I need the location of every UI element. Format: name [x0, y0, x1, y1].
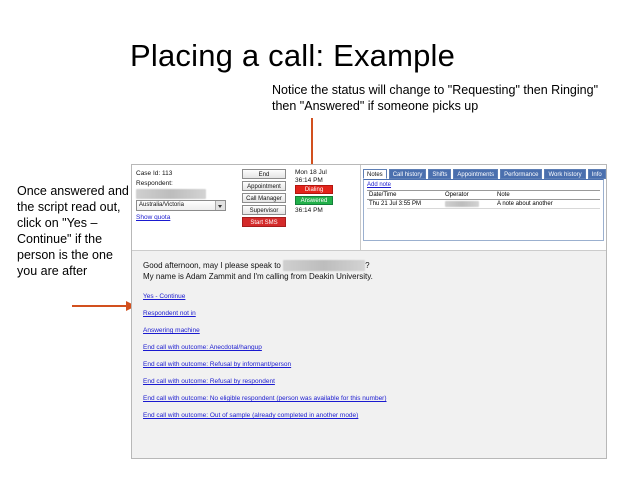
tab-performance[interactable]: Performance [500, 169, 542, 179]
case-id-label: Case Id: 113 [136, 170, 173, 177]
action-button-column [242, 169, 290, 229]
annotation-status-note: Notice the status will change to "Requesting" then Ringing" then "Answered" if someone picks up [272, 83, 599, 113]
app-toolbar-area [132, 165, 606, 251]
show-quota-link[interactable]: Show quota [136, 214, 171, 221]
call-status-column [295, 169, 355, 215]
script-line-1-suffix: ? [365, 261, 370, 270]
outcome-answering-machine[interactable]: Answering machine [143, 327, 200, 334]
column-note: Note [495, 191, 600, 200]
annotation-continue-note: Once answered and the script read out, click on "Yes – Continue" if the person is the one you are after [17, 184, 129, 278]
script-area [132, 251, 606, 458]
appointment-button[interactable]: Appointment [242, 181, 286, 191]
start-sms-button[interactable]: Start SMS [242, 217, 286, 227]
script-line-1 [143, 260, 595, 271]
tab-bar [363, 168, 604, 179]
tab-appointments[interactable]: Appointments [453, 169, 498, 179]
add-note-link[interactable]: Add note [367, 182, 392, 188]
tab-info[interactable]: Info [588, 169, 606, 179]
page-title: Placing a call: Example [130, 38, 456, 73]
notes-table [367, 190, 600, 209]
status-badge-answered: Answered [295, 196, 333, 205]
outcome-out-of-sample[interactable]: End call with outcome: Out of sample (already completed in another mode) [143, 412, 359, 419]
respondent-value [136, 189, 236, 199]
cell-note: A note about another [495, 200, 600, 209]
embedded-app-screenshot [131, 164, 607, 459]
cell-operator [443, 200, 495, 209]
tab-call-history[interactable]: Call history [389, 169, 427, 179]
supervisor-button[interactable]: Supervisor [242, 205, 286, 215]
table-header-row [367, 191, 600, 200]
column-operator: Operator [443, 191, 495, 200]
status-time-second: 36:14 PM [295, 207, 323, 214]
arrow-right-icon [72, 300, 136, 312]
status-badge-dialing: Dialing [295, 185, 333, 194]
outcome-respondent-not-in[interactable]: Respondent not in [143, 310, 196, 317]
respondent-label: Respondent: [136, 180, 173, 187]
status-time-first: 36:14 PM [295, 177, 323, 184]
panel-divider [360, 165, 361, 250]
table-row[interactable] [367, 200, 600, 209]
end-button[interactable]: End [242, 169, 286, 179]
outcome-yes-continue[interactable]: Yes - Continue [143, 293, 186, 300]
tabbed-panel [363, 168, 604, 248]
notes-pane [363, 179, 604, 241]
outcome-link-list [143, 293, 595, 420]
outcome-refusal-informant[interactable]: End call with outcome: Refusal by informant/person [143, 361, 292, 368]
column-datetime: Date/Time [367, 191, 443, 200]
outcome-refusal-respondent[interactable]: End call with outcome: Refusal by respondent [143, 378, 275, 385]
cell-datetime: Thu 21 Jul 3:55 PM [367, 200, 443, 209]
status-date: Mon 18 Jul [295, 169, 327, 176]
call-details-panel [136, 169, 236, 223]
tab-notes[interactable]: Notes [363, 169, 387, 179]
outcome-no-eligible-respondent[interactable]: End call with outcome: No eligible respondent (person was available for this number) [143, 395, 387, 402]
region-select[interactable] [136, 200, 226, 211]
tab-shifts[interactable]: Shifts [428, 169, 451, 179]
call-manager-button[interactable]: Call Manager [242, 193, 286, 203]
chevron-down-icon [215, 201, 225, 210]
script-line-1-prefix: Good afternoon, may I please speak to [143, 261, 284, 270]
tab-work-history[interactable]: Work history [544, 169, 585, 179]
outcome-anecdotal-hangup[interactable]: End call with outcome: Anecdotal/hangup [143, 344, 262, 351]
script-line-2: My name is Adam Zammit and I'm calling from Deakin University. [143, 272, 373, 281]
region-select-value: Australia/Victoria [139, 202, 184, 208]
